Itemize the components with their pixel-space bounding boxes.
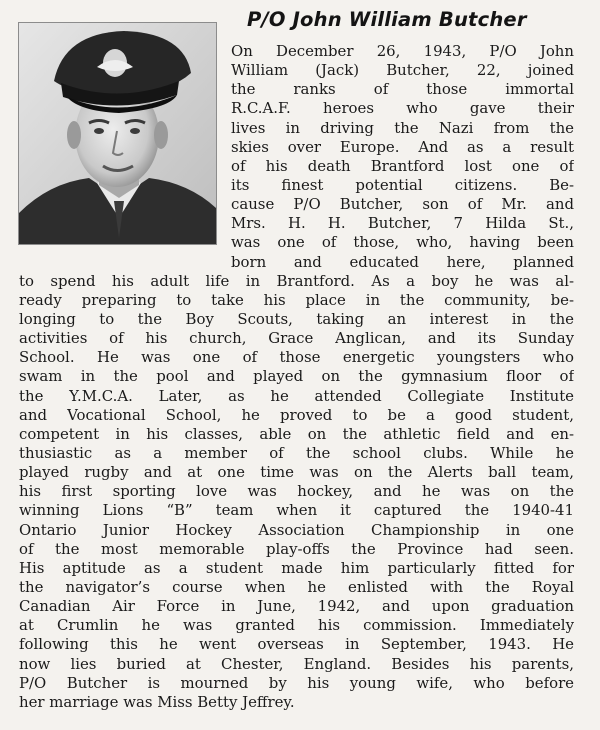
- body-line: following this he went overseas in September, 1943. He: [19, 635, 574, 654]
- body-line: William (Jack) Butcher, 22, joined: [231, 61, 574, 80]
- body-line: and Vocational School, he proved to be a good student,: [19, 405, 574, 424]
- body-line: its finest potential citizens. Be-: [231, 175, 574, 194]
- body-line: to spend his adult life in Brantford. As a boy he was al-: [19, 271, 574, 290]
- body-line: longing to the Boy Scouts, taking an interest in the: [19, 309, 574, 328]
- body-line: now lies buried at Chester, England. Besides his parents,: [19, 654, 574, 673]
- body-line: winning Lions “B” team when it captured the 1940-41: [19, 501, 574, 520]
- body-line: lives in driving the Nazi from the: [231, 118, 574, 137]
- body-line: the navigator’s course when he enlisted with the Royal: [19, 577, 574, 596]
- body-line: the ranks of those immortal: [231, 80, 574, 99]
- body-line: swam in the pool and played on the gymnasium floor of: [19, 367, 574, 386]
- body-line: his first sporting love was hockey, and he was on the: [19, 482, 574, 501]
- body-line: School. He was one of those energetic youngsters who: [19, 348, 574, 367]
- obituary-body: [19, 42, 574, 712]
- body-line: Ontario Junior Hockey Association Championship in one: [19, 520, 574, 539]
- body-line: of his death Brantford lost one of: [231, 156, 574, 175]
- body-line: R.C.A.F. heroes who gave their: [231, 99, 574, 118]
- body-line: her marriage was Miss Betty Jeffrey.: [19, 692, 295, 711]
- body-line: On December 26, 1943, P/O John: [231, 42, 574, 60]
- body-line: activities of his church, Grace Anglican, and its Sunday: [19, 329, 574, 348]
- body-line: P/O Butcher is mourned by his young wife, who before: [19, 673, 574, 692]
- body-line: at Crumlin he was granted his commission. Immediately: [19, 616, 574, 635]
- body-line: was one of those, who, having been: [231, 233, 574, 252]
- body-line: thusiastic as a member of the school clubs. While he: [19, 443, 574, 462]
- body-line: His aptitude as a student made him particularly fitted for: [19, 558, 574, 577]
- body-line: of the most memorable play-offs the Province had seen.: [19, 539, 574, 558]
- body-line: played rugby and at one time was on the Alerts ball team,: [19, 463, 574, 482]
- body-line: ready preparing to take his place in the community, be-: [19, 290, 574, 309]
- page-title: P/O John William Butcher: [247, 8, 527, 31]
- body-line: Canadian Air Force in June, 1942, and upon graduation: [19, 597, 574, 616]
- body-line: competent in his classes, able on the athletic field and en-: [19, 424, 574, 443]
- body-line: Mrs. H. H. Butcher, 7 Hilda St.,: [231, 214, 574, 233]
- body-line: skies over Europe. And as a result: [231, 137, 574, 156]
- body-line: cause P/O Butcher, son of Mr. and: [231, 195, 574, 214]
- body-line: the Y.M.C.A. Later, as he attended Collegiate Institute: [19, 386, 574, 405]
- body-line: born and educated here, planned: [231, 252, 574, 271]
